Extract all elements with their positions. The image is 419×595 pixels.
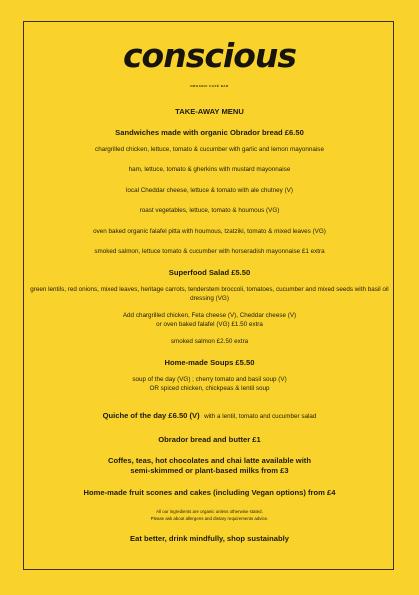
drinks-line-2: semi-skimmed or plant-based milks from £3 (130, 466, 289, 476)
note-line: Please ask about allergens and dietary requirements advice. (150, 515, 269, 521)
brand-tagline: ORGANIC CAFÉ BAR (190, 84, 229, 88)
sandwich-item: local Cheddar cheese, lettuce & tomato with ale chutney (V) (126, 186, 293, 194)
sandwich-item: oven baked organic falafel pitta with houmous, tzatziki, tomato & mixed leaves (VG) (93, 227, 326, 235)
allergen-notes (30, 509, 389, 522)
sandwich-item: ham, lettuce, tomato & gherkins with mustard mayonnaise (128, 166, 291, 174)
scones-line: Home-made fruit scones and cakes (including Vegan options) from £4 (83, 488, 336, 498)
superfood-addon (30, 312, 389, 329)
superfood-addon-line: or oven baked falafel (VG) £1.50 extra (156, 320, 263, 328)
soups-heading: Home-made Soups £5.50 (164, 358, 255, 368)
sandwich-item: chargrilled chicken, lettuce, tomato & cucumber with garlic and lemon mayonnaise (95, 146, 324, 153)
superfood-salmon: smoked salmon £2.50 extra (170, 338, 249, 346)
sandwiches-heading: Sandwiches made with organic Obrador bread £6.50 (115, 128, 304, 137)
soups-line: OR spiced chicken, chickpeas & lentil soup (149, 384, 270, 392)
menu-title: TAKE-AWAY MENU (175, 107, 244, 116)
soups-line: soup of the day (VG) ; cherry tomato and basil soup (V) (132, 376, 287, 384)
quiche-description: with a lentil, tomato and cucumber salad (204, 413, 317, 421)
quiche-line (30, 405, 389, 423)
soups-description (30, 376, 389, 393)
superfood-addon-line: Add chargrilled chicken, Feta cheese (V), Cheddar cheese (V) (122, 312, 297, 320)
bread-line: Obrador bread and butter £1 (158, 435, 261, 445)
superfood-heading: Superfood Salad £5.50 (168, 268, 251, 278)
drinks-line (30, 456, 389, 476)
sandwich-item: smoked salmon, lettuce tomato & cucumber with horseradish mayonnaise £1 extra (94, 248, 325, 256)
menu-content (30, 107, 389, 543)
brand-logo: conscious (122, 36, 297, 75)
drinks-line-1: Coffes, teas, hot chocolates and chai latte available with (108, 456, 311, 466)
slogan: Eat better, drink mindfully, shop sustainably (130, 534, 289, 544)
sandwich-item: roast vegetables, lettuce, tomato & houmous (VG) (139, 207, 280, 215)
superfood-description: green lentils, red onions, mixed leaves, heritage carrots, tenderstem broccoli, tomatoes, cucumber and mixed seeds with basil oil dressing (VG) (30, 286, 389, 302)
note-line: All our ingredients are organic unless otherwise stated. (156, 509, 263, 515)
quiche-heading: Quiche of the day £6.50 (V) (102, 411, 200, 421)
